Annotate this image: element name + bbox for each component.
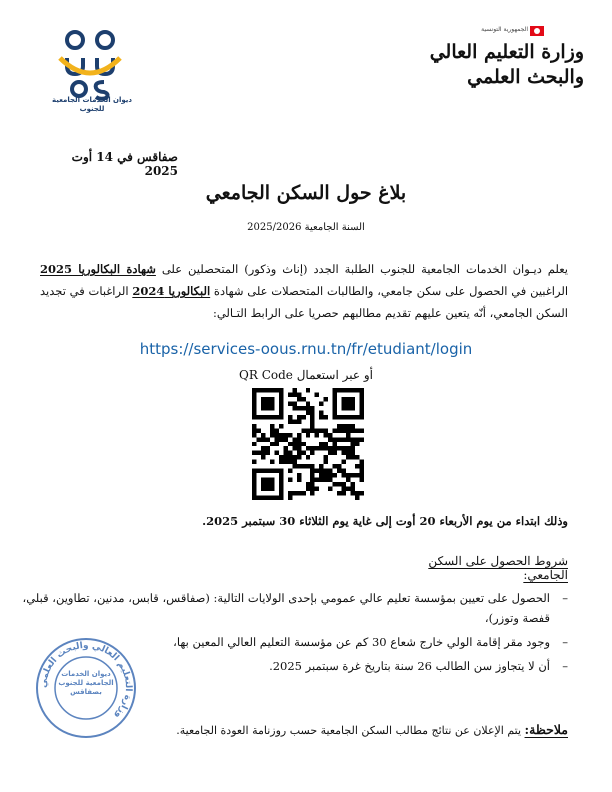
- tunisia-flag-icon: [530, 26, 544, 36]
- ministry-line-2: والبحث العلمي: [467, 66, 584, 88]
- condition-item: – وجود مقر إقامة الولي خارج شعاع 30 كم عن مؤسسة التعليم العالي المعين بها،: [150, 632, 568, 652]
- application-period: وذلك ابتداء من يوم الأربعاء 20 أوت إلى غاية يوم الثلاثاء 30 سبتمبر 2025.: [202, 514, 568, 528]
- ministry-line-1: وزارة التعليم العالي: [429, 41, 584, 63]
- document-date: صفاقس في 14 أوت 2025: [71, 150, 178, 178]
- application-link[interactable]: https://services-oous.rnu.tn/fr/etudiant/login: [139, 340, 473, 358]
- stamp-ring-text: وزارة التعليم العالي والبحث العلمي: [38, 640, 134, 721]
- qr-label: أو عبر استعمال QR Code: [239, 368, 373, 382]
- note-text: يتم الإعلان عن نتائج مطالب السكن الجامعية حسب روزنامة العودة الجامعية.: [176, 724, 525, 737]
- ministry-logo: [404, 40, 584, 90]
- stamp-center-text: ديوان الخدمات الجامعية للجنوب بصفاقس: [58, 670, 114, 696]
- condition-item: – أن لا يتجاوز سن الطالب 26 سنة بتاريخ غرة سبتمبر 2025.: [150, 656, 568, 676]
- condition-item: – الحصول على تعيين بمؤسسة تعليم عالي عمومي بإحدى الولايات التالية: (صفاقس، قابس، مدنين، تطاوين، قبلي، قفصة وتوزر)،: [22, 588, 568, 628]
- republic-label: الجمهورية التونسية: [481, 26, 528, 33]
- intro-part-2: الراغبين في الحصول على سكن جامعي، والطالبات المتحصلات على شهادة: [210, 284, 569, 298]
- conditions-heading: شروط الحصول على السكن الجامعي:: [428, 554, 568, 582]
- note-label: ملاحظة:: [524, 722, 568, 737]
- intro-part-1: يعلم ديـوان الخدمات الجامعية للجنوب الطلبة الجدد (إناث وذكور) المتحصلين على: [155, 262, 568, 276]
- bac-2024: البكالوريا 2024: [132, 284, 211, 298]
- official-stamp: [34, 636, 138, 740]
- academic-year: السنة الجامعية 2025/2026: [247, 222, 365, 233]
- document-title: بلاغ حول السكن الجامعي: [205, 182, 407, 204]
- intro-paragraph: [40, 258, 568, 324]
- qr-code[interactable]: [252, 388, 364, 500]
- note: [150, 722, 568, 737]
- oous-logo-name: ديوان الخدمات الجامعية للجنوب: [51, 96, 133, 113]
- intro-part-3: الراغبات في تجديد السكن الجامعي، أنّه يتعين عليهم تقديم مطالبهم حصريا على الرابط التـالي:: [40, 284, 568, 320]
- bac-2025: شهادة البكالوريا 2025: [40, 262, 156, 276]
